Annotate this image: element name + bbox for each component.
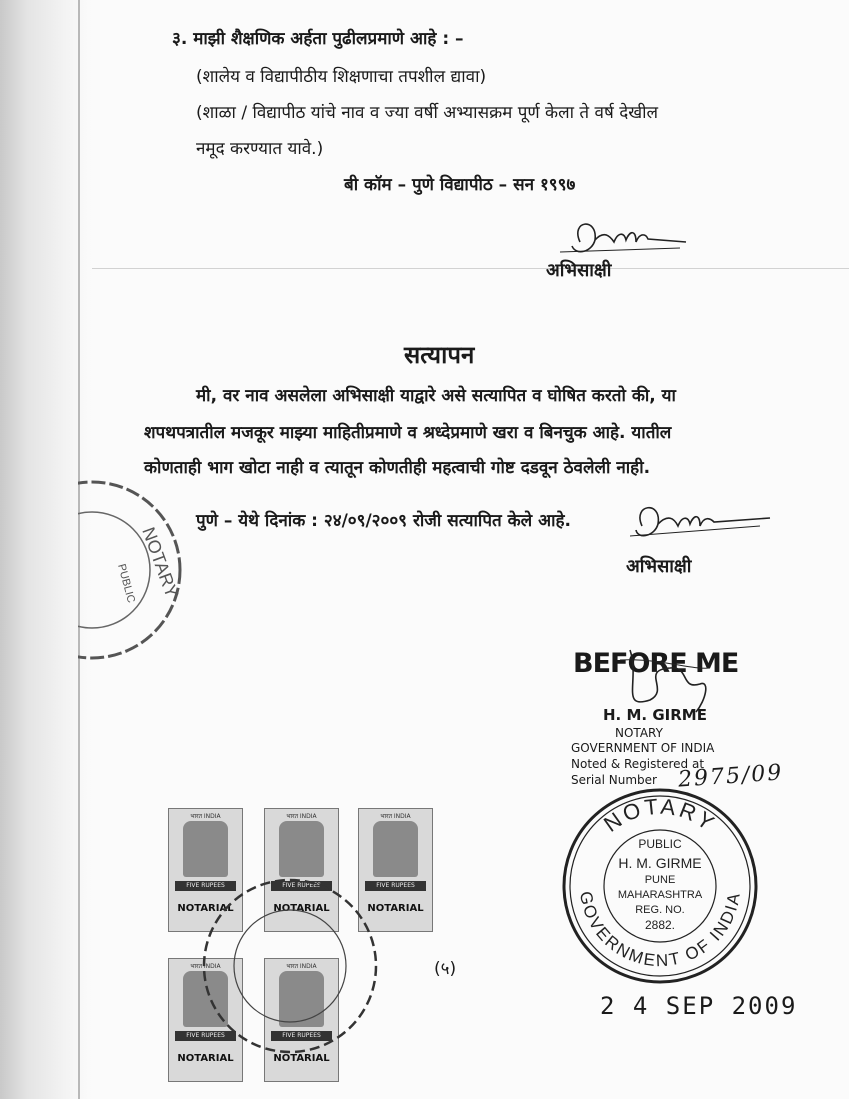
seal-public: PUBLIC — [638, 837, 682, 851]
stamp-label: NOTARIAL — [367, 903, 424, 914]
before-me-heading: BEFORE ME — [573, 648, 739, 679]
stamp-label: NOTARIAL — [177, 903, 234, 914]
stamp-value: FIVE RUPEES — [365, 881, 426, 891]
education-item: ३. माझी शैक्षणिक अर्हता पुढीलप्रमाणे आहे : – — [172, 29, 464, 49]
serial-number-value: 2975/09 — [677, 760, 785, 793]
stamp-header: भारत INDIA — [286, 963, 317, 970]
seal-reg-label: REG. NO. — [635, 904, 685, 916]
deponent-label-1: अभिसाक्षी — [546, 260, 612, 281]
seal-top-text: NOTARY — [599, 793, 722, 837]
seal-city: PUNE — [644, 874, 676, 886]
serial-number-label: Serial Number — [571, 773, 657, 787]
stamp-value: FIVE RUPEES — [175, 881, 236, 891]
education-note-line-2: (शाळा / विद्यापीठ यांचे नाव व ज्या वर्षी अभ्यासक्रम पूर्ण केला ते वर्ष देखील — [196, 103, 659, 123]
place-date-line: पुणे – येथे दिनांक : २४/०९/२००९ रोजी सत्यापित केले आहे. — [196, 511, 571, 531]
notary-seal — [560, 786, 760, 986]
stamp-header: भारत INDIA — [190, 963, 221, 970]
date-stamp: 2 4 SEP 2009 — [600, 992, 798, 1020]
overlapping-seal-on-stamps — [200, 866, 380, 1066]
partial-notary-seal-left — [78, 470, 190, 670]
verification-line-2: शपथपत्रातील मजकूर माझ्या माहितीप्रमाणे व श्रध्देप्रमाणे खरा व बिनचुक आहे. यातील — [144, 423, 672, 443]
stamp-label: NOTARIAL — [273, 1053, 330, 1064]
education-note-line-1: (शालेय व विद्यापीठीय शिक्षणाचा तपशील द्यावा) — [196, 67, 487, 87]
stamp-label: NOTARIAL — [273, 903, 330, 914]
notary-government: GOVERNMENT OF INDIA — [571, 741, 715, 755]
verification-line-3: कोणताही भाग खोटा नाही व त्यातून कोणतीही महत्वाची गोष्ट दडवून ठेवलेली नाही. — [144, 458, 651, 478]
seal-bottom-text: GOVERNMENT OF INDIA — [575, 889, 744, 971]
stamp-header: भारत INDIA — [380, 813, 411, 820]
stamp-value: FIVE RUPEES — [271, 881, 332, 891]
svg-text:NOTARY: NOTARY — [138, 524, 183, 601]
deponent-signature-2 — [630, 496, 780, 548]
stamp-label: NOTARIAL — [177, 1053, 234, 1064]
page-number: (५) — [434, 959, 457, 979]
seal-state: MAHARASHTRA — [617, 889, 703, 901]
deponent-label-2: अभिसाक्षी — [626, 556, 692, 577]
seal-name: H. M. GIRME — [618, 855, 702, 871]
verification-line-1: मी, वर नाव असलेला अभिसाक्षी याद्वारे असे सत्यापित व घोषित करतो की, या — [196, 386, 676, 406]
notary-registered: Noted & Registered at — [571, 757, 705, 771]
verification-title: सत्यापन — [404, 341, 475, 369]
stamp-header: भारत INDIA — [286, 813, 317, 820]
notary-name: H. M. GIRME — [603, 706, 707, 724]
svg-text:PUBLIC: PUBLIC — [115, 562, 137, 605]
deponent-signature-1 — [540, 212, 690, 264]
education-note-line-3: नमूद करण्यात यावे.) — [196, 139, 324, 159]
stamp-header: भारत INDIA — [190, 813, 221, 820]
page-fold-line — [92, 268, 849, 269]
stamp-value: FIVE RUPEES — [271, 1031, 332, 1041]
qualification-text: बी कॉम – पुणे विद्यापीठ – सन १९९७ — [344, 175, 576, 195]
seal-reg-number: 2882. — [644, 918, 676, 932]
notary-title: NOTARY — [615, 726, 663, 740]
stamp-value: FIVE RUPEES — [175, 1031, 236, 1041]
